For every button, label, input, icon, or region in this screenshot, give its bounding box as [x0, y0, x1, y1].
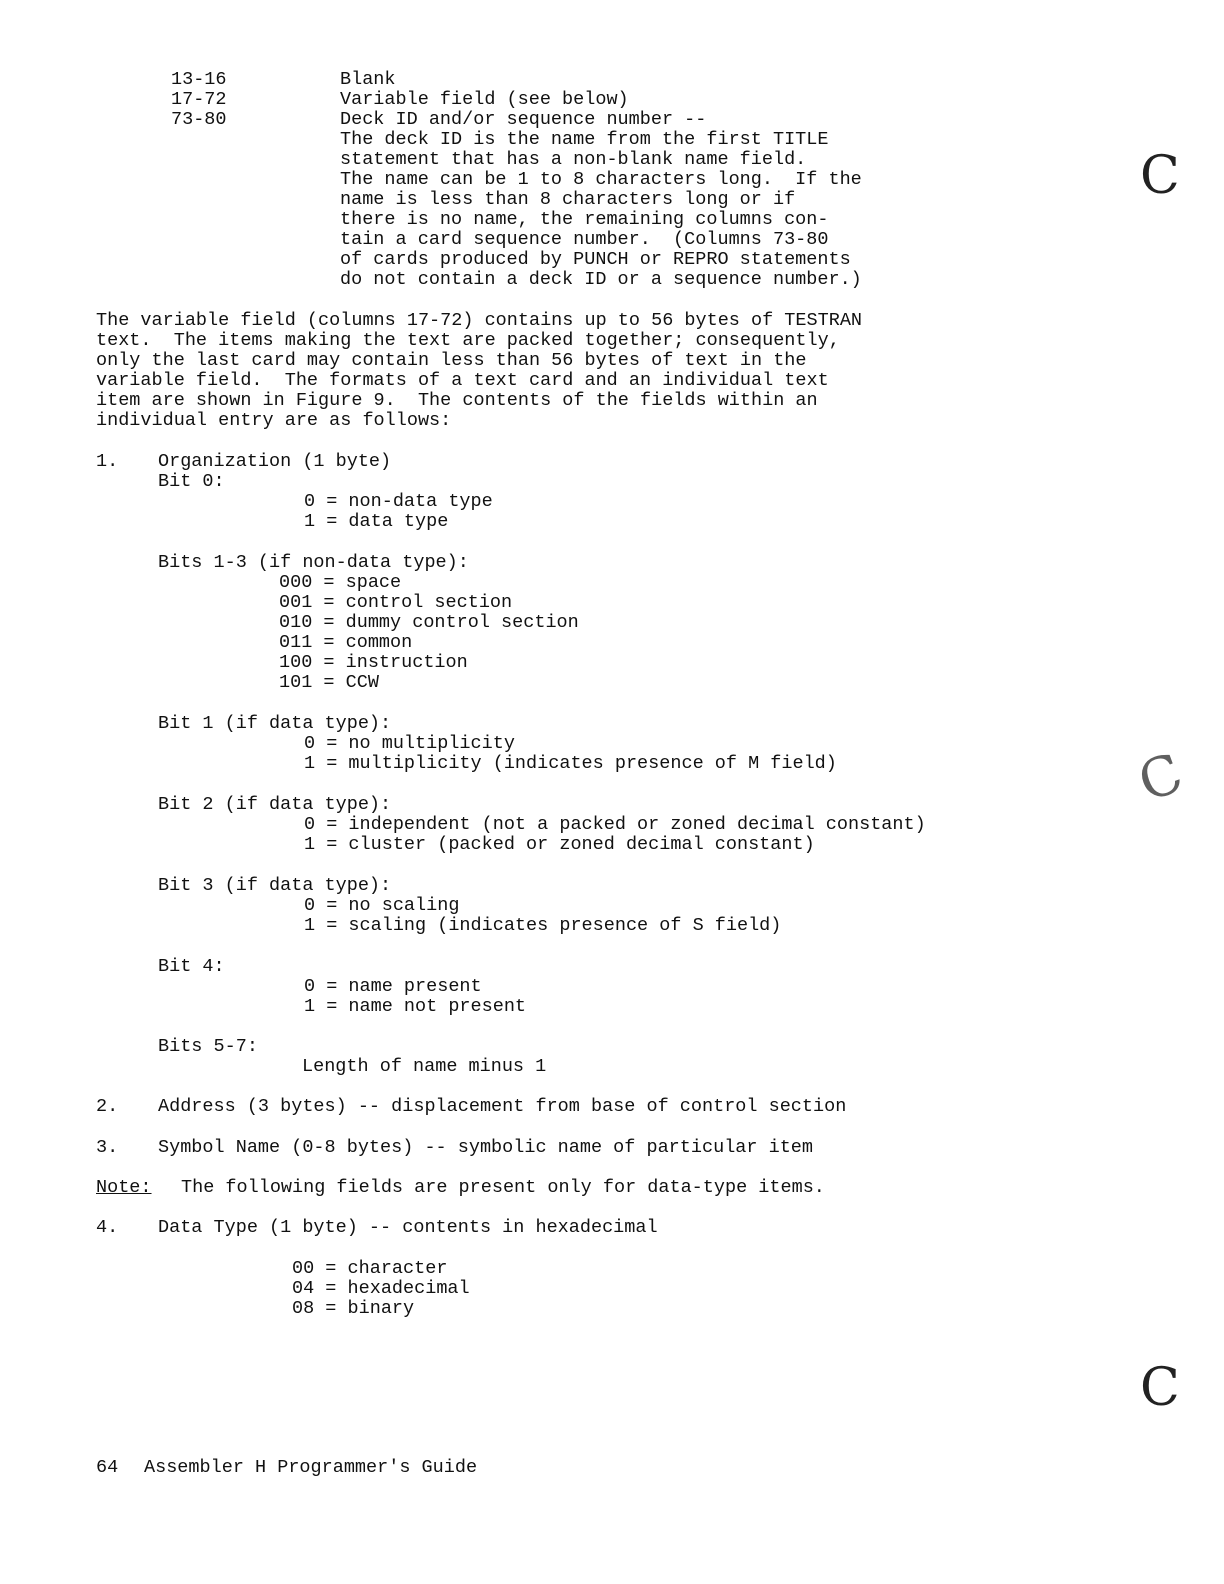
bit-label: Bit 0: [158, 471, 225, 492]
column-description: Variable field (see below) [340, 89, 629, 110]
bit-value: 0 = no multiplicity [304, 733, 515, 754]
bit-value: 011 = common [279, 632, 413, 653]
column-description: The deck ID is the name from the first TITLE [340, 129, 829, 150]
bit-value: 1 = scaling (indicates presence of S field) [304, 915, 782, 936]
bit-value: 101 = CCW [279, 672, 379, 693]
bit-value: 1 = cluster (packed or zoned decimal constant) [304, 834, 815, 855]
column-description: of cards produced by PUNCH or REPRO statements [340, 249, 851, 270]
bit-value: 0 = name present [304, 976, 482, 997]
note-label-text: Note: [96, 1177, 152, 1198]
bit-value: 000 = space [279, 572, 402, 593]
hex-value: 04 = hexadecimal [292, 1278, 470, 1299]
bit-label: Bit 3 (if data type): [158, 875, 392, 896]
list-item-title: Organization (1 byte) [158, 451, 392, 472]
bit-label: Bit 4: [158, 956, 225, 977]
column-description: statement that has a non-blank name field. [340, 149, 807, 170]
column-range: 17-72 [171, 89, 227, 110]
column-description: Deck ID and/or sequence number -- [340, 109, 707, 130]
list-number: 4. [96, 1217, 119, 1238]
list-number: 1. [96, 451, 119, 472]
bit-value: 1 = data type [304, 511, 449, 532]
column-range: 13-16 [171, 69, 227, 90]
footer-title: Assembler H Programmer's Guide [144, 1457, 478, 1478]
column-description: Blank [340, 69, 396, 90]
paragraph-line: only the last card may contain less than 56 bytes of text in the [96, 350, 807, 371]
hex-value: 00 = character [292, 1258, 448, 1279]
paragraph-line: variable field. The formats of a text card and an individual text [96, 370, 829, 391]
column-range: 73-80 [171, 109, 227, 130]
list-item-text: Symbol Name (0-8 bytes) -- symbolic name of particular item [158, 1137, 814, 1158]
bit-label: Bits 5-7: [158, 1036, 258, 1057]
bit-label: Bits 1-3 (if non-data type): [158, 552, 469, 573]
list-item-text: Address (3 bytes) -- displacement from base of control section [158, 1096, 847, 1117]
binder-hole-icon: C [1140, 1358, 1180, 1418]
bit-value: 0 = independent (not a packed or zoned decimal constant) [304, 814, 926, 835]
page-number: 64 [96, 1457, 119, 1478]
hex-value: 08 = binary [292, 1298, 415, 1319]
bit-value: 1 = name not present [304, 996, 527, 1017]
column-description: name is less than 8 characters long or if [340, 189, 796, 210]
note-label [96, 1178, 152, 1198]
bit-value: 1 = multiplicity (indicates presence of M field) [304, 753, 837, 774]
note-text: The following fields are present only for data-type items. [181, 1177, 825, 1198]
column-description: do not contain a deck ID or a sequence number.) [340, 269, 862, 290]
paragraph-line: individual entry are as follows: [96, 410, 452, 431]
list-item-text: Data Type (1 byte) -- contents in hexadecimal [158, 1217, 658, 1238]
bit-value: 100 = instruction [279, 652, 468, 673]
list-number: 2. [96, 1096, 119, 1117]
list-number: 3. [96, 1137, 119, 1158]
bit-value: Length of name minus 1 [302, 1056, 547, 1077]
binder-hole-icon: C [1130, 740, 1191, 815]
column-description: there is no name, the remaining columns con- [340, 209, 829, 230]
bit-value: 0 = non-data type [304, 491, 493, 512]
binder-hole-icon: C [1140, 146, 1180, 206]
paragraph-line: text. The items making the text are packed together; consequently, [96, 330, 840, 351]
bit-value: 0 = no scaling [304, 895, 460, 916]
bit-value: 001 = control section [279, 592, 513, 613]
paragraph-line: The variable field (columns 17-72) contains up to 56 bytes of TESTRAN [96, 310, 863, 331]
paragraph-line: item are shown in Figure 9. The contents of the fields within an [96, 390, 818, 411]
bit-label: Bit 1 (if data type): [158, 713, 392, 734]
bit-value: 010 = dummy control section [279, 612, 579, 633]
bit-label: Bit 2 (if data type): [158, 794, 392, 815]
column-description: tain a card sequence number. (Columns 73-80 [340, 229, 829, 250]
column-description: The name can be 1 to 8 characters long. If the [340, 169, 862, 190]
